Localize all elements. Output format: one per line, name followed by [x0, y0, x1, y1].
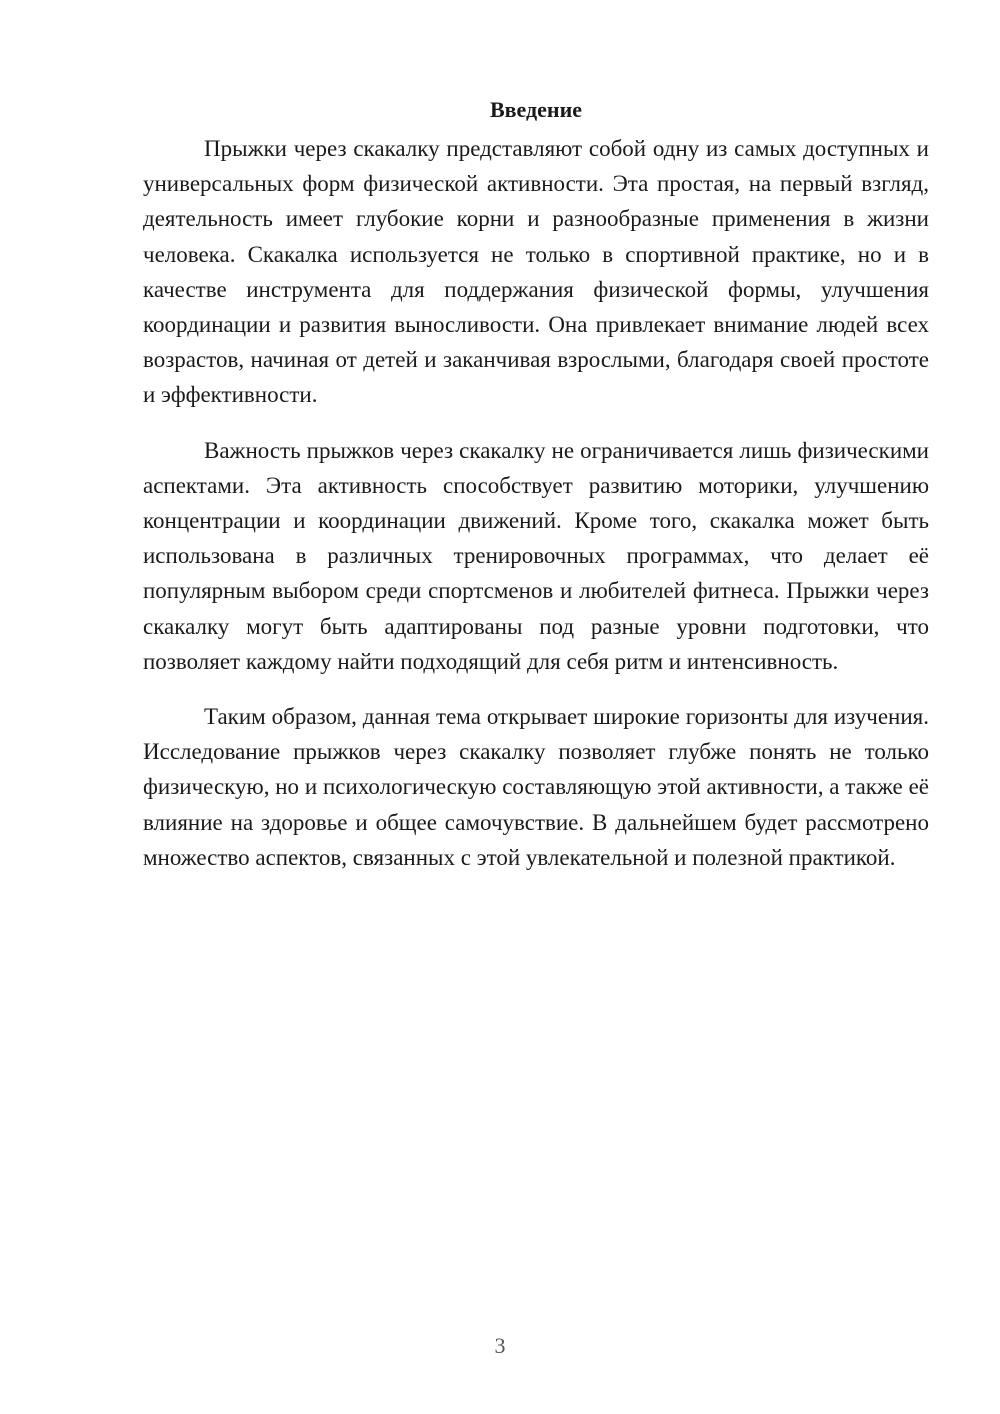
paragraph-2: Важность прыжков через скакалку не ограничивается лишь физическими аспектами. Эта активность способствует развитию моторики, улучшению концентрации и координации движений. Кроме того, скакалка может быть использована в различных тренировочных программах, что делает её популярным выбором среди спортсменов и любителей фитнеса. Прыжки через скакалку могут быть адаптированы под разные уровни подготовки, что позволяет каждому найти подходящий для себя ритм и интенсивность.: [143, 437, 929, 674]
page-number: 3: [494, 1333, 506, 1358]
paragraph-1: Прыжки через скакалку представляют собой одну из самых доступных и универсальных форм физической активности. Эта простая, на первый взгляд, деятельность имеет глубокие корни и разнообразные применения в жизни человека. Скакалка используется не только в спортивной практике, но и в качестве инструмента для поддержания физической формы, улучшения координации и развития выносливости. Она привлекает внимание людей всех возрастов, начиная от детей и заканчивая взрослыми, благодаря своей простоте и эффективности.: [143, 136, 929, 408]
paragraph-3: Таким образом, данная тема открывает широкие горизонты для изучения. Исследование прыжков через скакалку позволяет глубже понять не только физическую, но и психологическую составляющую этой активности, а также её влияние на здоровье и общее самочувствие. В дальнейшем будет рассмотрено множество аспектов, связанных с этой увлекательной и полезной практикой.: [143, 704, 929, 870]
document-page: [143, 92, 929, 895]
section-title: Введение: [489, 97, 583, 122]
